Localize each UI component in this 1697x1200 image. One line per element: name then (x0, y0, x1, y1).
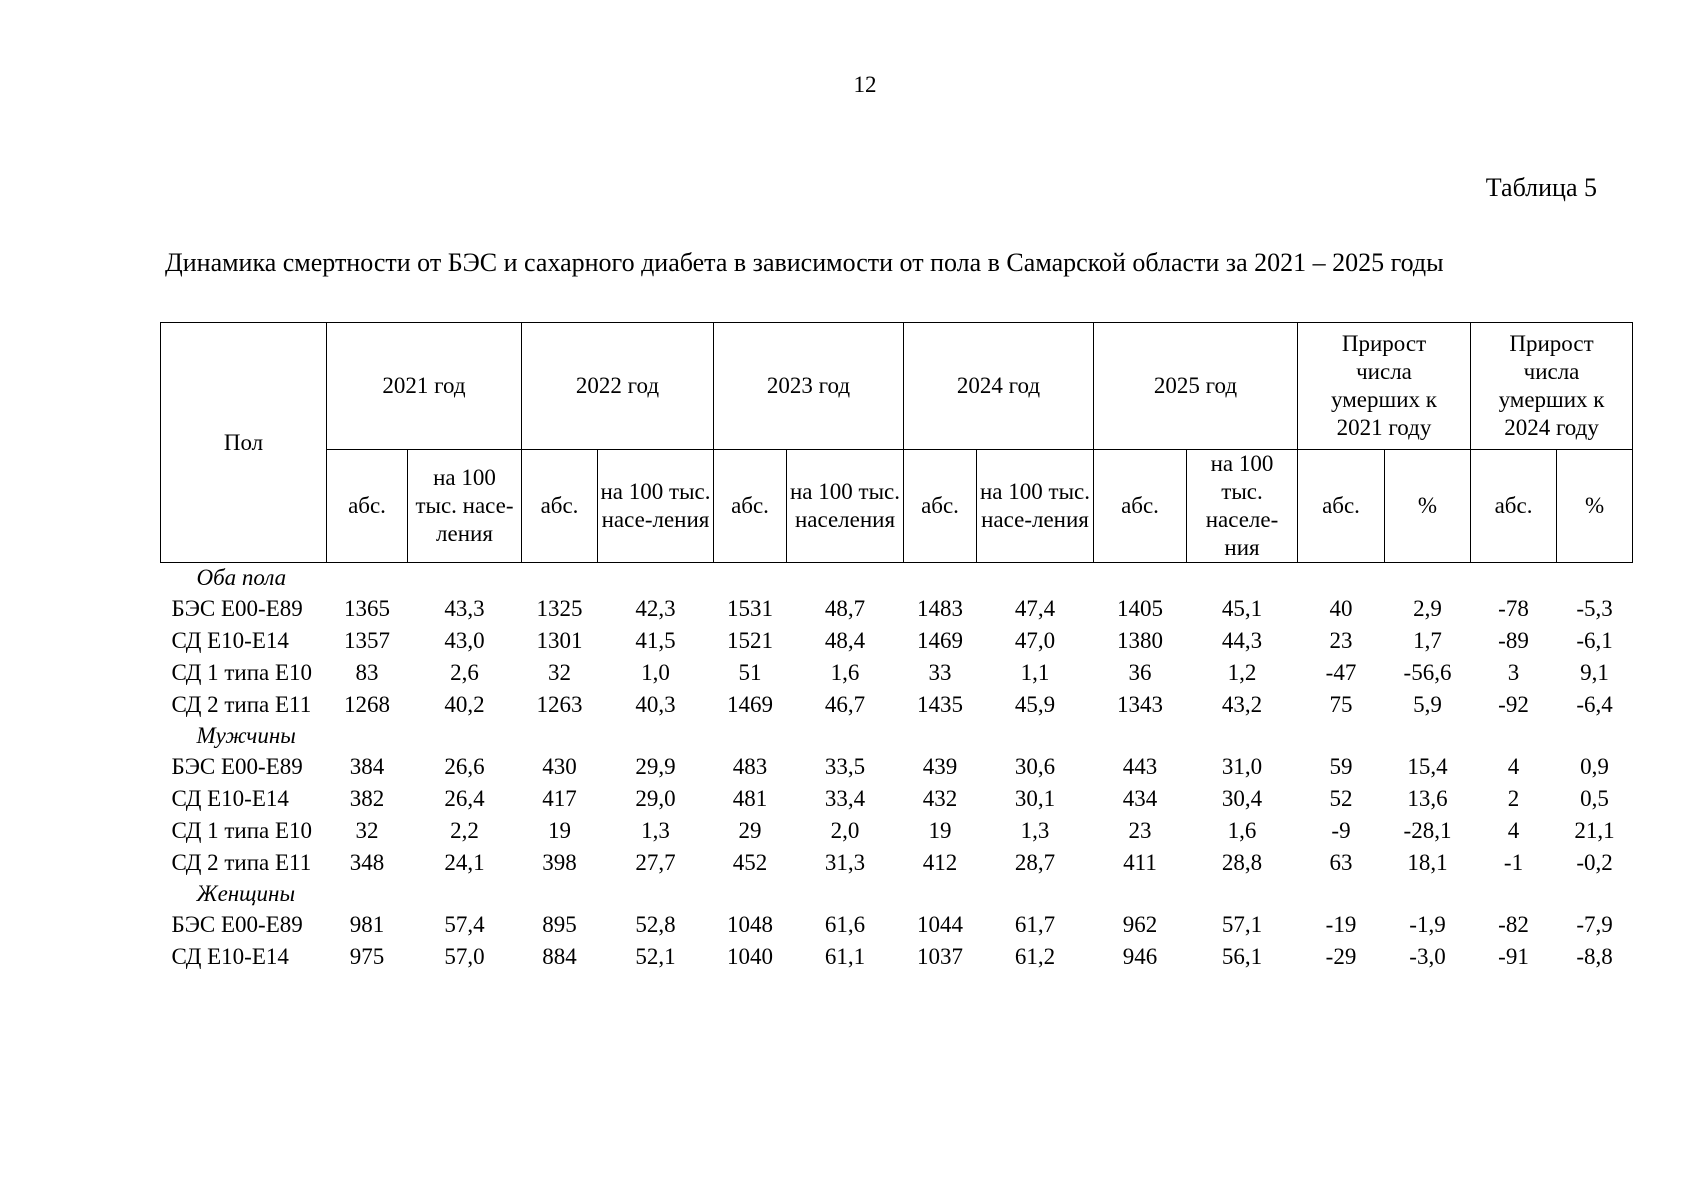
table-cell: 975 (349, 944, 385, 969)
table-cell: 946 (1122, 944, 1158, 969)
table-cell: 46,7 (824, 692, 866, 717)
table-cell: 61,6 (824, 912, 866, 937)
table-cell: 26,6 (444, 754, 485, 779)
table-cell: 1343 (1117, 692, 1163, 717)
table-cell: 43,2 (1221, 692, 1263, 717)
table-row (161, 625, 1633, 657)
table-row (161, 783, 1633, 815)
table-row (161, 657, 1633, 689)
table-cell: -1,9 (1409, 912, 1446, 937)
header-abs: абс. (714, 450, 787, 563)
table-cell: 1,3 (1020, 818, 1050, 843)
table-cell: 43,0 (444, 628, 485, 653)
table-cell: 1325 (536, 596, 583, 621)
header-abs: абс. (1298, 450, 1385, 563)
table-cell: 962 (1122, 912, 1158, 937)
table-cell: -1 (1503, 850, 1524, 875)
row-label: СД 1 типа Е10 (171, 660, 313, 685)
mortality-table (160, 322, 1633, 973)
table-cell: 1040 (727, 944, 773, 969)
table-cell: 2 (1507, 786, 1520, 811)
table-cell: 2,6 (450, 660, 479, 685)
table-cell: 411 (1123, 850, 1157, 875)
table-cell: 40,3 (635, 692, 676, 717)
table-cell: 40,2 (444, 692, 485, 717)
table-cell: 63 (1329, 850, 1353, 875)
table-cell: 1435 (917, 692, 963, 717)
table-cell: 29,0 (635, 786, 676, 811)
table-cell: 1365 (344, 596, 390, 621)
table-cell: 57,0 (444, 944, 485, 969)
header-growth-2021: Прирост числа умерших к 2021 году (1298, 323, 1471, 450)
table-cell: 2,9 (1413, 596, 1442, 621)
group-row (161, 563, 1633, 594)
table-cell: 1,6 (830, 660, 860, 685)
table-cell: 40 (1329, 596, 1353, 621)
table-cell: 52,8 (635, 912, 676, 937)
header-per100: на 100 тыс. населения (787, 450, 904, 563)
header-per100: на 100 тыс. насе-ления (598, 450, 714, 563)
table-cell: 1048 (727, 912, 773, 937)
table-cell: 45,9 (1014, 692, 1056, 717)
row-label: СД Е10-Е14 (171, 628, 289, 653)
header-abs: абс. (522, 450, 598, 563)
table-cell: -8,8 (1576, 944, 1613, 969)
table-cell: 57,1 (1221, 912, 1263, 937)
table-cell: 1301 (536, 628, 583, 653)
table-cell: 52,1 (635, 944, 676, 969)
header-per100: на 100 тыс. насе-ления (408, 450, 522, 563)
table-cell: 75 (1329, 692, 1353, 717)
header-pct: % (1557, 450, 1633, 563)
table-cell: 19 (928, 818, 952, 843)
table-cell: 24,1 (444, 850, 485, 875)
table-cell: 32 (355, 818, 379, 843)
table-row (161, 593, 1633, 625)
row-label: СД 1 типа Е10 (171, 818, 313, 843)
header-abs: абс. (1471, 450, 1557, 563)
group-name: Мужчины (196, 723, 296, 748)
table-cell: 47,4 (1014, 596, 1056, 621)
table-row (161, 751, 1633, 783)
table-cell: 3 (1507, 660, 1520, 685)
table-cell: 30,4 (1221, 786, 1263, 811)
table-cell: 61,2 (1014, 944, 1056, 969)
header-per100: на 100 тыс. насе-ления (977, 450, 1094, 563)
table-cell: -78 (1498, 596, 1529, 621)
table-cell: 52 (1329, 786, 1353, 811)
table-row (161, 909, 1633, 941)
table-cell: 452 (732, 850, 768, 875)
header-abs: абс. (327, 450, 408, 563)
table-row (161, 941, 1633, 973)
table-cell: 384 (349, 754, 385, 779)
table-cell: 1,3 (641, 818, 670, 843)
table-cell: 1405 (1117, 596, 1163, 621)
table-cell: 48,7 (824, 596, 866, 621)
table-cell: 1469 (917, 628, 963, 653)
table-cell: 2,0 (830, 818, 860, 843)
table-cell: 43,3 (444, 596, 485, 621)
table-cell: 2,2 (450, 818, 479, 843)
row-label: СД Е10-Е14 (171, 786, 289, 811)
table-cell: -3,0 (1409, 944, 1446, 969)
row-label: БЭС Е00-Е89 (171, 754, 303, 779)
table-cell: 434 (1122, 786, 1158, 811)
table-cell: 382 (349, 786, 385, 811)
table-cell: -47 (1325, 660, 1357, 685)
table-cell: 56,1 (1221, 944, 1263, 969)
table-cell: 15,4 (1407, 754, 1448, 779)
table-cell: 4 (1507, 754, 1520, 779)
table-cell: -9 (1331, 818, 1351, 843)
table-cell: -29 (1325, 944, 1357, 969)
row-label: БЭС Е00-Е89 (171, 912, 303, 937)
table-cell: 57,4 (444, 912, 485, 937)
table-cell: -5,3 (1576, 596, 1613, 621)
table-cell: 1469 (727, 692, 773, 717)
header-abs: абс. (904, 450, 977, 563)
table-cell: -92 (1498, 692, 1529, 717)
table-cell: 1037 (917, 944, 963, 969)
table-cell: 1357 (344, 628, 390, 653)
table-body (161, 563, 1633, 974)
table-cell: 481 (732, 786, 768, 811)
table-cell: 21,1 (1574, 818, 1615, 843)
table-cell: 1380 (1117, 628, 1163, 653)
row-label: СД Е10-Е14 (171, 944, 289, 969)
table-cell: 33,4 (824, 786, 866, 811)
table-cell: 31,3 (824, 850, 866, 875)
table-cell: 1263 (536, 692, 583, 717)
group-name: Женщины (196, 881, 296, 906)
table-cell: 1,2 (1227, 660, 1257, 685)
page-number: 12 (853, 72, 877, 97)
table-cell: 430 (542, 754, 577, 779)
table-row (161, 847, 1633, 879)
header-year: 2023 год (714, 323, 904, 450)
table-cell: 1,6 (1227, 818, 1257, 843)
header-year: 2025 год (1094, 323, 1298, 450)
table-cell: 4 (1507, 818, 1520, 843)
table-cell: -56,6 (1403, 660, 1452, 685)
table-cell: 33 (928, 660, 952, 685)
table-cell: 30,1 (1014, 786, 1056, 811)
table-cell: 30,6 (1014, 754, 1056, 779)
table-cell: 1,7 (1413, 628, 1442, 653)
table-cell: 32 (548, 660, 571, 685)
table-cell: 439 (922, 754, 958, 779)
table-cell: -89 (1498, 628, 1529, 653)
table-cell: -6,4 (1576, 692, 1613, 717)
table-cell: 47,0 (1014, 628, 1056, 653)
table-cell: -0,2 (1576, 850, 1613, 875)
header-pct: % (1385, 450, 1471, 563)
table-cell: 61,7 (1014, 912, 1056, 937)
header-year: 2022 год (522, 323, 714, 450)
table-cell: 29 (738, 818, 762, 843)
table-cell: 29,9 (635, 754, 676, 779)
row-label: СД 2 типа Е11 (171, 692, 312, 717)
table-cell: 1044 (917, 912, 963, 937)
table-cell: 412 (922, 850, 958, 875)
row-label: СД 2 типа Е11 (171, 850, 312, 875)
table-cell: 28,8 (1221, 850, 1263, 875)
table-cell: -6,1 (1576, 628, 1613, 653)
table-cell: 432 (922, 786, 958, 811)
table-row (161, 689, 1633, 721)
table-cell: 31,0 (1221, 754, 1263, 779)
table-cell: 44,3 (1221, 628, 1263, 653)
table-number: Таблица 5 (1485, 173, 1597, 202)
table-cell: 18,1 (1407, 850, 1448, 875)
table-cell: 41,5 (635, 628, 676, 653)
table-cell: -7,9 (1576, 912, 1613, 937)
table-cell: 483 (732, 754, 768, 779)
table-cell: 33,5 (824, 754, 866, 779)
group-name: Оба пола (196, 565, 287, 590)
table-cell: 36 (1128, 660, 1152, 685)
table-cell: 19 (548, 818, 571, 843)
header-year: 2021 год (327, 323, 522, 450)
table-cell: 9,1 (1580, 660, 1609, 685)
table-cell: 5,9 (1413, 692, 1442, 717)
table-cell: 981 (349, 912, 385, 937)
header-year: 2024 год (904, 323, 1094, 450)
table-cell: 1,0 (641, 660, 670, 685)
table-cell: 59 (1329, 754, 1353, 779)
table-cell: -28,1 (1403, 818, 1452, 843)
table-cell: 1268 (344, 692, 390, 717)
table-cell: 1,1 (1020, 660, 1050, 685)
table-cell: 417 (542, 786, 577, 811)
table-cell: 398 (542, 850, 577, 875)
header-per100: на 100 тыс. населе-ния (1187, 450, 1298, 563)
table-cell: 1521 (727, 628, 773, 653)
table-cell: 28,7 (1014, 850, 1056, 875)
table-cell: 83 (355, 660, 379, 685)
table-cell: 0,9 (1580, 754, 1609, 779)
table-cell: 13,6 (1407, 786, 1448, 811)
table-cell: 45,1 (1221, 596, 1263, 621)
group-row (161, 721, 1633, 751)
header-abs: абс. (1094, 450, 1187, 563)
table-cell: 42,3 (635, 596, 676, 621)
row-label: БЭС Е00-Е89 (171, 596, 303, 621)
table-title: Динамика смертности от БЭС и сахарного диабета в зависимости от пола в Самарской области за 2021 – 2025 годы (165, 248, 1444, 277)
header-growth-2024: Прирост числа умерших к 2024 году (1471, 323, 1633, 450)
table-cell: -82 (1498, 912, 1529, 937)
table-cell: 26,4 (444, 786, 485, 811)
table-cell: 443 (1122, 754, 1158, 779)
table-cell: 884 (542, 944, 577, 969)
group-row (161, 879, 1633, 909)
table-cell: 1531 (727, 596, 773, 621)
table-row (161, 815, 1633, 847)
header-pol: Пол (161, 323, 327, 563)
table-cell: 1483 (917, 596, 963, 621)
table-cell: 895 (542, 912, 577, 937)
table-cell: 348 (349, 850, 385, 875)
table-cell: -19 (1325, 912, 1357, 937)
table-cell: 0,5 (1580, 786, 1609, 811)
table-cell: 23 (1329, 628, 1353, 653)
table-cell: 61,1 (824, 944, 866, 969)
table-cell: -91 (1498, 944, 1529, 969)
table-cell: 48,4 (824, 628, 866, 653)
table-cell: 51 (738, 660, 762, 685)
table-cell: 27,7 (635, 850, 676, 875)
table-cell: 23 (1128, 818, 1152, 843)
